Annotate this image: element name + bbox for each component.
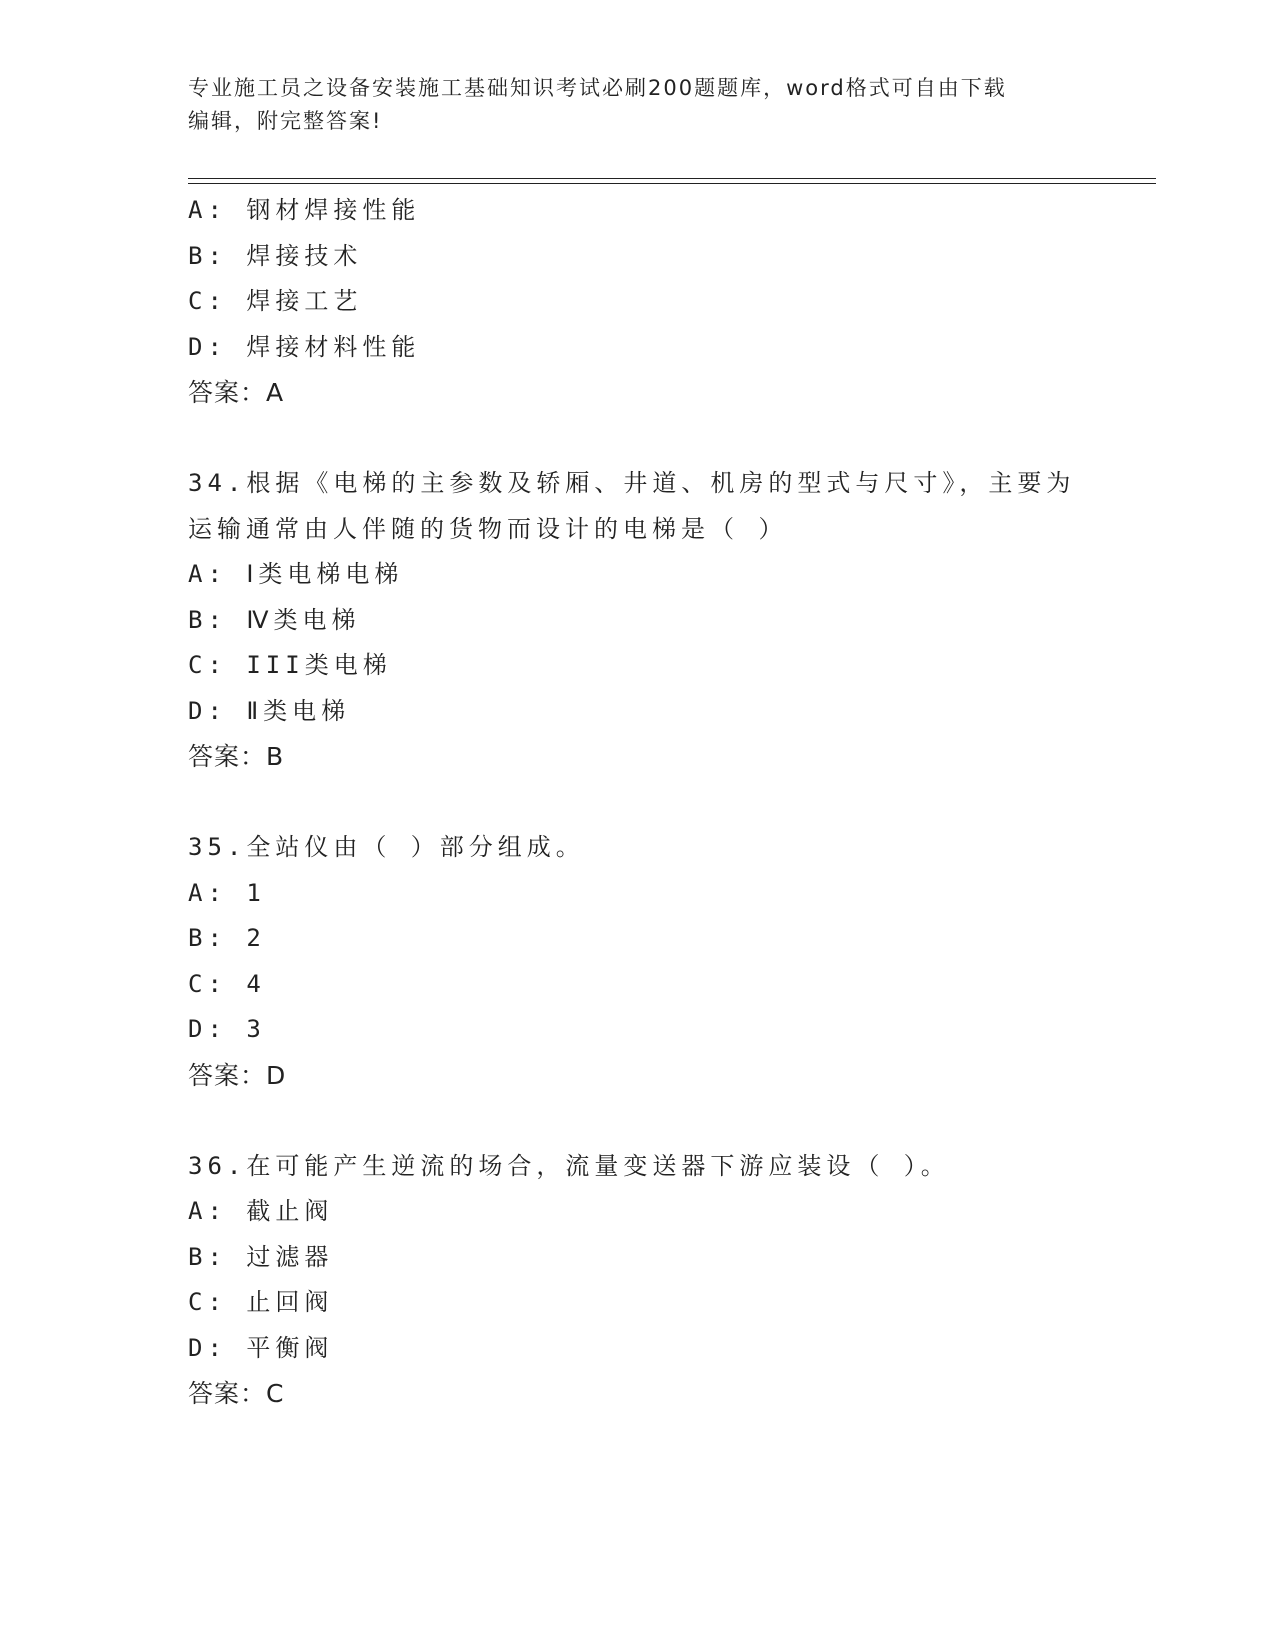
answer-line: 答案：B — [188, 742, 285, 771]
question-stem-line-2: 运输通常由人伴随的货物而设计的电梯是（ ） — [188, 514, 788, 543]
question-block-33 — [188, 188, 1148, 416]
question-block-36 — [188, 1144, 1148, 1417]
spacer — [188, 1098, 1148, 1144]
option-b: B: 2 — [188, 924, 266, 952]
option-d: D: 焊接材料性能 — [188, 332, 421, 361]
option-a: A: 截止阀 — [188, 1197, 334, 1225]
document-header — [188, 72, 1068, 138]
answer-line: 答案：D — [188, 1060, 287, 1090]
option-c: C: 焊接工艺 — [188, 287, 363, 315]
question-block-35 — [188, 825, 1148, 1098]
option-d: D: Ⅱ类电梯 — [188, 696, 351, 725]
option-a: A: Ⅰ类电梯电梯 — [188, 560, 404, 588]
option-c: C: III类电梯 — [188, 651, 392, 679]
header-title-line-1: 专业施工员之设备安装施工基础知识考试必刷200题题库，word格式可自由下载 — [188, 76, 1007, 100]
question-stem-line-1: 34.根据《电梯的主参数及轿厢、井道、机房的型式与尺寸》，主要为 — [188, 469, 1076, 497]
header-title-line-2: 编辑，附完整答案! — [188, 109, 383, 133]
option-b: B: 焊接技术 — [188, 241, 363, 270]
header-divider-bottom — [188, 183, 1156, 184]
header-divider-top — [188, 178, 1156, 179]
option-a: A: 1 — [188, 878, 266, 907]
question-block-34 — [188, 461, 1148, 780]
question-content — [188, 188, 1148, 1417]
spacer — [188, 416, 1148, 462]
option-b: B: Ⅳ类电梯 — [188, 605, 361, 634]
option-c: C: 止回阀 — [188, 1288, 334, 1316]
option-d: D: 平衡阀 — [188, 1333, 334, 1362]
answer-line: 答案：C — [188, 1379, 285, 1408]
option-c: C: 4 — [188, 969, 266, 998]
question-stem-line-1: 35.全站仪由（ ）部分组成。 — [188, 833, 585, 861]
option-d: D: 3 — [188, 1015, 266, 1043]
option-b: B: 过滤器 — [188, 1242, 334, 1271]
answer-line: 答案：A — [188, 378, 285, 407]
question-stem-line-1: 36.在可能产生逆流的场合，流量变送器下游应装设（ ）。 — [188, 1151, 950, 1180]
option-a: A: 钢材焊接性能 — [188, 196, 421, 224]
spacer — [188, 780, 1148, 826]
